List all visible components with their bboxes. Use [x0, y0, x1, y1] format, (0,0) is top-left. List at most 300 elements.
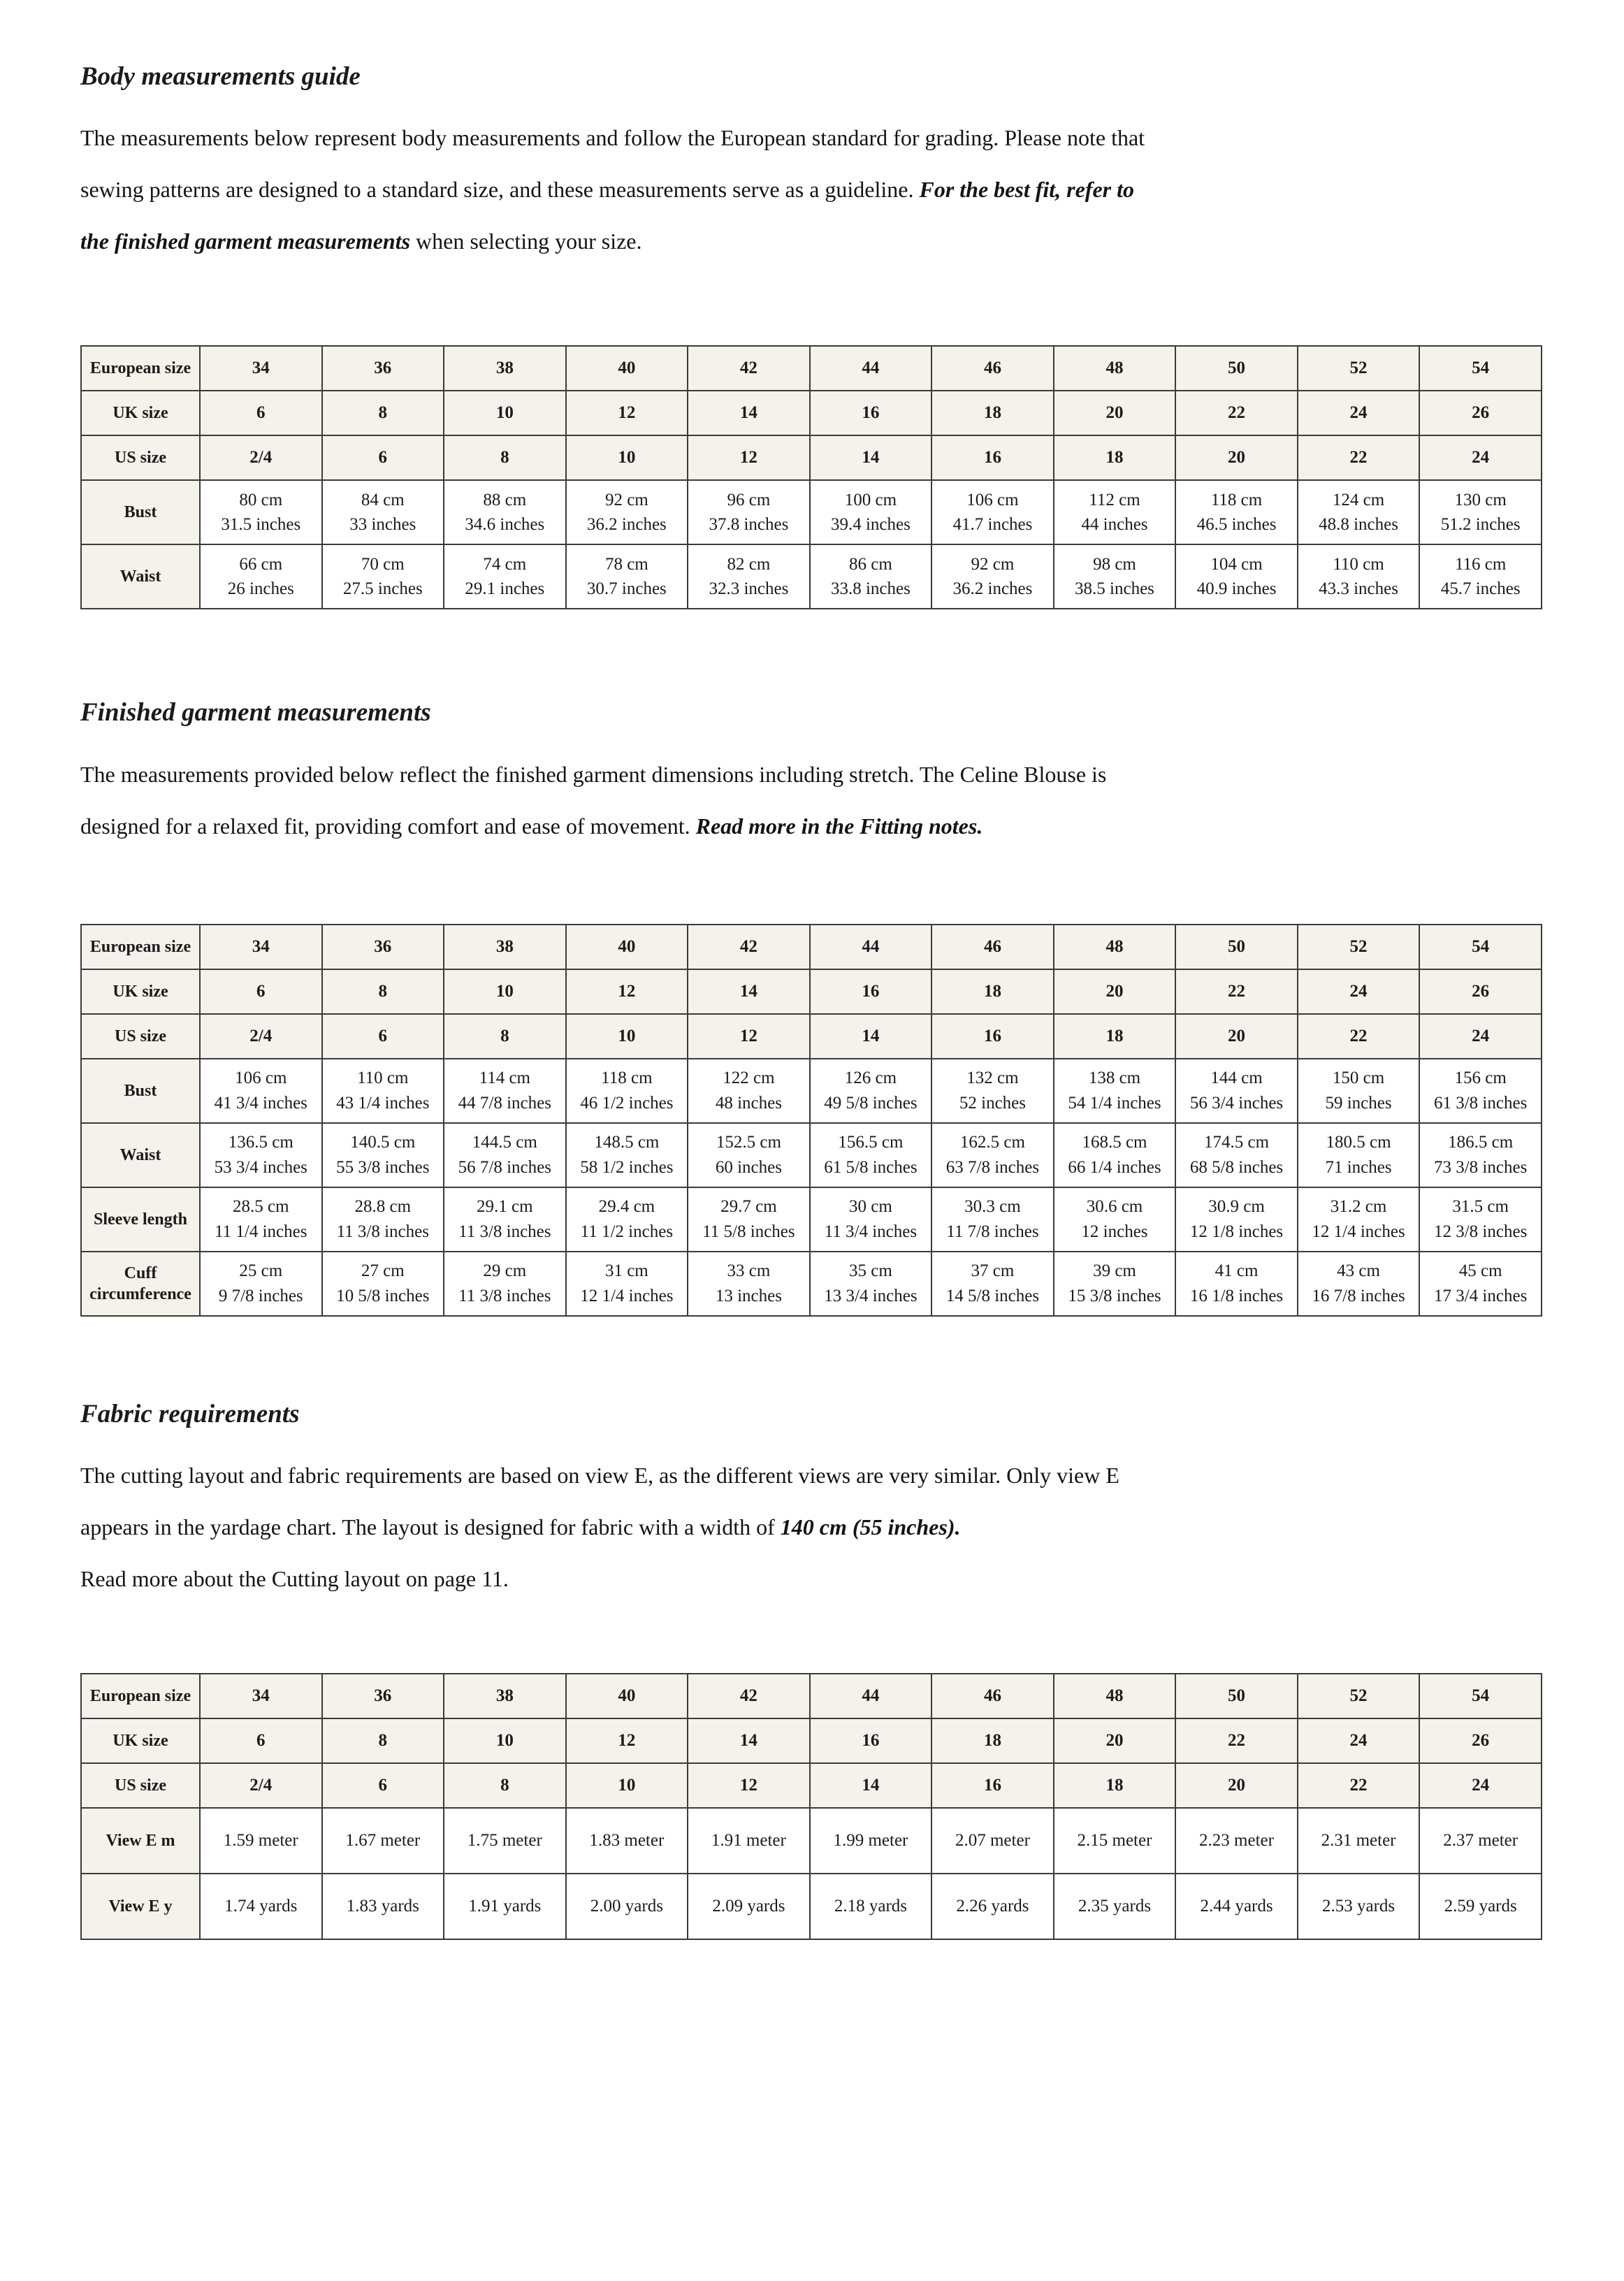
cell-line: 114 cm — [479, 1069, 531, 1088]
cell-line: 144 cm — [1210, 1069, 1263, 1088]
table-cell: 22 — [1298, 1014, 1420, 1059]
table-cell: 44 — [810, 1674, 932, 1718]
table-cell: 24 — [1419, 1763, 1542, 1808]
table-row-us-size — [81, 1763, 1542, 1808]
row-label-cuff-circumference: Cuff circumference — [81, 1252, 200, 1316]
table-cell — [688, 1252, 810, 1316]
table-row-view-e-y — [81, 1874, 1542, 1939]
table-cell: 14 — [810, 1014, 932, 1059]
table-cell — [200, 480, 322, 544]
table-cell — [1054, 1252, 1176, 1316]
cell-line: 41.7 inches — [952, 515, 1033, 535]
table-cell — [1054, 1059, 1176, 1123]
table-cell: 26 — [1419, 969, 1542, 1014]
table-cell: 8 — [322, 1718, 444, 1763]
cell-line: 34.6 inches — [465, 515, 545, 535]
table-cell: 22 — [1175, 391, 1298, 435]
cell-line: 31 cm — [604, 1261, 648, 1281]
table-cell: 34 — [200, 1674, 322, 1718]
row-label-uk-size: UK size — [81, 969, 200, 1014]
table-cell — [688, 1059, 810, 1123]
table-cell: 24 — [1298, 1718, 1420, 1763]
table-cell: 54 — [1419, 1674, 1542, 1718]
table-cell — [1298, 1187, 1420, 1252]
table-cell — [566, 1059, 688, 1123]
table-cell: 44 — [810, 925, 932, 969]
table-cell: 24 — [1419, 435, 1542, 480]
table-cell — [1175, 1059, 1298, 1123]
text-run: when selecting your size. — [410, 229, 642, 254]
fabric-requirements-table — [80, 1673, 1542, 1940]
table-cell: 12 — [688, 435, 810, 480]
cell-line: 71 inches — [1325, 1157, 1392, 1177]
cell-line: 186.5 cm — [1448, 1133, 1514, 1152]
paragraph-fabric-requirements — [80, 1449, 1544, 1605]
table-cell: 16 — [810, 969, 932, 1014]
row-label-bust: Bust — [81, 480, 200, 544]
table-cell: 2.18 yards — [810, 1874, 932, 1939]
cell-line: 100 cm — [844, 490, 897, 509]
row-label-uk-size: UK size — [81, 1718, 200, 1763]
table-cell: 2.44 yards — [1175, 1874, 1298, 1939]
cell-line: 104 cm — [1210, 554, 1263, 574]
table-cell: 24 — [1298, 969, 1420, 1014]
table-cell: 46 — [931, 925, 1054, 969]
table-row-waist — [81, 1123, 1542, 1187]
cell-line: 45.7 inches — [1440, 579, 1521, 599]
cell-line: 11 3/4 inches — [824, 1222, 918, 1241]
cell-line: 27.5 inches — [342, 579, 423, 599]
table-cell — [688, 1187, 810, 1252]
text-run: Read more about the Cutting layout on page 11. — [80, 1566, 509, 1592]
table-cell: 1.75 meter — [444, 1808, 566, 1874]
table-cell: 50 — [1175, 925, 1298, 969]
table-cell — [322, 480, 444, 544]
cell-line: 59 inches — [1325, 1093, 1392, 1113]
table-cell: 6 — [322, 435, 444, 480]
table-cell — [688, 480, 810, 544]
table-cell — [1054, 1187, 1176, 1252]
cell-line: 48.8 inches — [1319, 515, 1398, 535]
cell-line: 86 cm — [849, 554, 892, 574]
table-cell: 12 — [688, 1014, 810, 1059]
cell-line: 162.5 cm — [959, 1133, 1025, 1152]
cell-line: 66 cm — [239, 554, 283, 574]
table-cell: 44 — [810, 346, 932, 391]
cell-line: 138 cm — [1088, 1069, 1141, 1088]
table-cell: 10 — [444, 969, 566, 1014]
cell-line: 11 3/8 inches — [336, 1222, 429, 1241]
table-cell: 6 — [322, 1763, 444, 1808]
table-cell — [810, 480, 932, 544]
text-run: 140 cm (55 inches). — [780, 1514, 961, 1540]
table-cell: 12 — [566, 969, 688, 1014]
cell-line: 84 cm — [361, 490, 405, 509]
table-cell — [200, 1123, 322, 1187]
cell-line: 11 3/8 inches — [458, 1222, 551, 1241]
cell-line: 11 7/8 inches — [946, 1222, 1039, 1241]
cell-line: 27 cm — [361, 1261, 405, 1281]
table-cell: 36 — [322, 925, 444, 969]
cell-line: 144.5 cm — [472, 1133, 537, 1152]
cell-line: 136.5 cm — [228, 1133, 293, 1152]
cell-line: 78 cm — [604, 554, 648, 574]
cell-line: 156.5 cm — [838, 1133, 904, 1152]
table-cell: 2.07 meter — [931, 1808, 1054, 1874]
cell-line: 43 1/4 inches — [336, 1093, 430, 1113]
body-measurements-table — [80, 345, 1542, 609]
cell-line: 110 cm — [1333, 554, 1384, 574]
table-cell: 40 — [566, 925, 688, 969]
table-cell: 8 — [322, 969, 444, 1014]
cell-line: 15 3/8 inches — [1068, 1286, 1161, 1305]
table-cell: 36 — [322, 1674, 444, 1718]
table-cell: 20 — [1054, 391, 1176, 435]
table-cell: 1.91 yards — [444, 1874, 566, 1939]
section-heading-fabric-requirements: Fabric requirements — [80, 1399, 300, 1428]
table-cell: 48 — [1054, 346, 1176, 391]
table-cell: 12 — [688, 1763, 810, 1808]
table-cell: 6 — [200, 391, 322, 435]
table-cell: 16 — [810, 391, 932, 435]
cell-line: 33 cm — [727, 1261, 771, 1281]
cell-line: 124 cm — [1332, 490, 1385, 509]
table-cell: 52 — [1298, 1674, 1420, 1718]
row-label-european-size: European size — [81, 1674, 200, 1718]
table-cell — [1419, 1059, 1542, 1123]
table-cell: 22 — [1298, 1763, 1420, 1808]
table-row-cuff-circumference — [81, 1252, 1542, 1316]
table-cell: 22 — [1175, 1718, 1298, 1763]
cell-line: 122 cm — [723, 1069, 775, 1088]
table-cell: 6 — [322, 1014, 444, 1059]
cell-line: 36.2 inches — [952, 579, 1033, 599]
table-cell: 2.09 yards — [688, 1874, 810, 1939]
table-cell: 16 — [931, 1014, 1054, 1059]
cell-line: 45 cm — [1458, 1261, 1502, 1281]
cell-line: 29.1 inches — [465, 579, 545, 599]
table-cell — [200, 1187, 322, 1252]
table-cell: 42 — [688, 346, 810, 391]
table-cell: 36 — [322, 346, 444, 391]
table-cell: 14 — [810, 435, 932, 480]
table-cell — [1419, 480, 1542, 544]
cell-line: 29.4 cm — [598, 1197, 655, 1217]
section-heading-body-measurements: Body measurements guide — [80, 62, 361, 91]
table-cell: 10 — [566, 1014, 688, 1059]
table-cell — [1175, 1187, 1298, 1252]
cell-line: 168.5 cm — [1082, 1133, 1147, 1152]
cell-line: 54 1/4 inches — [1068, 1093, 1161, 1113]
table-cell: 2/4 — [200, 1014, 322, 1059]
table-row-view-e-m — [81, 1808, 1542, 1874]
cell-line: 17 3/4 inches — [1433, 1286, 1528, 1305]
cell-line: 41 3/4 inches — [214, 1093, 307, 1113]
table-cell: 10 — [566, 1763, 688, 1808]
cell-line: 41 cm — [1215, 1261, 1259, 1281]
table-cell: 8 — [444, 1014, 566, 1059]
table-cell: 12 — [566, 1718, 688, 1763]
cell-line: 29 cm — [483, 1261, 527, 1281]
table-cell: 18 — [931, 391, 1054, 435]
cell-line: 53 3/4 inches — [214, 1157, 307, 1177]
table-cell — [1175, 480, 1298, 544]
cell-line: 46.5 inches — [1196, 515, 1277, 535]
table-cell — [444, 1123, 566, 1187]
table-cell — [931, 544, 1054, 609]
table-cell: 2.23 meter — [1175, 1808, 1298, 1874]
table-cell: 42 — [688, 925, 810, 969]
table-cell: 38 — [444, 346, 566, 391]
cell-line: 11 1/4 inches — [215, 1222, 307, 1241]
table-cell: 2.35 yards — [1054, 1874, 1176, 1939]
cell-line: 118 cm — [601, 1069, 653, 1088]
cell-line: 26 inches — [227, 579, 294, 599]
table-cell — [444, 1059, 566, 1123]
row-label-view-e-m: View E m — [81, 1808, 200, 1874]
table-cell — [931, 1123, 1054, 1187]
table-cell: 20 — [1175, 1763, 1298, 1808]
cell-line: 30.6 cm — [1086, 1197, 1143, 1217]
cell-line: 40.9 inches — [1196, 579, 1277, 599]
table-cell — [810, 1123, 932, 1187]
cell-line: 180.5 cm — [1326, 1133, 1391, 1152]
cell-line: 44 7/8 inches — [458, 1093, 551, 1113]
table-cell — [931, 480, 1054, 544]
table-cell: 14 — [688, 1718, 810, 1763]
table-cell: 26 — [1419, 391, 1542, 435]
table-cell: 18 — [931, 969, 1054, 1014]
table-cell — [1419, 1252, 1542, 1316]
table-cell — [810, 1252, 932, 1316]
cell-line: 30.9 cm — [1208, 1197, 1265, 1217]
cell-line: 66 1/4 inches — [1068, 1157, 1161, 1177]
text-run: Read more in the Fitting notes. — [695, 813, 983, 839]
row-label-us-size: US size — [81, 1763, 200, 1808]
cell-line: 39.4 inches — [830, 515, 911, 535]
cell-line: 37.8 inches — [709, 515, 789, 535]
table-cell: 40 — [566, 1674, 688, 1718]
cell-line: 152.5 cm — [716, 1133, 781, 1152]
table-cell: 1.74 yards — [200, 1874, 322, 1939]
paragraph-body-measurements — [80, 112, 1544, 267]
section-body-measurements — [80, 61, 1544, 609]
table-cell — [688, 1123, 810, 1187]
table-row-bust — [81, 1059, 1542, 1123]
table-cell: 22 — [1175, 969, 1298, 1014]
table-cell: 2.26 yards — [931, 1874, 1054, 1939]
row-label-sleeve-length: Sleeve length — [81, 1187, 200, 1252]
table-cell — [322, 1252, 444, 1316]
table-cell: 2.59 yards — [1419, 1874, 1542, 1939]
cell-line: 98 cm — [1093, 554, 1136, 574]
table-row-bust — [81, 480, 1542, 544]
table-cell: 24 — [1419, 1014, 1542, 1059]
cell-line: 16 7/8 inches — [1312, 1286, 1405, 1305]
row-label-waist: Waist — [81, 1123, 200, 1187]
table-cell — [322, 1059, 444, 1123]
table-row-waist — [81, 544, 1542, 609]
cell-line: 31.5 inches — [221, 515, 301, 535]
table-cell: 8 — [322, 391, 444, 435]
table-cell — [810, 1187, 932, 1252]
cell-line: 29.7 cm — [720, 1197, 777, 1217]
text-run: sewing patterns are designed to a standard size, and these measurements serve as a guideline. — [80, 177, 920, 203]
table-cell: 12 — [566, 391, 688, 435]
table-cell — [931, 1059, 1054, 1123]
section-heading-finished-garment: Finished garment measurements — [80, 698, 431, 727]
cell-line: 70 cm — [361, 554, 405, 574]
text-run: For the best fit, refer to — [919, 177, 1134, 203]
table-cell — [1419, 1123, 1542, 1187]
cell-line: 92 cm — [604, 490, 648, 509]
table-cell: 8 — [444, 435, 566, 480]
table-cell: 50 — [1175, 346, 1298, 391]
cell-line: 68 5/8 inches — [1189, 1157, 1284, 1177]
table-cell — [688, 544, 810, 609]
table-cell: 48 — [1054, 925, 1176, 969]
cell-line: 30.3 cm — [964, 1197, 1021, 1217]
row-label-us-size: US size — [81, 1014, 200, 1059]
finished-garment-table — [80, 924, 1542, 1317]
table-cell — [1054, 1123, 1176, 1187]
cell-line: 106 cm — [235, 1069, 287, 1088]
cell-line: 140.5 cm — [350, 1133, 416, 1152]
cell-line: 46 1/2 inches — [580, 1093, 674, 1113]
cell-line: 49 5/8 inches — [824, 1093, 918, 1113]
cell-line: 12 1/4 inches — [1312, 1222, 1405, 1241]
cell-line: 130 cm — [1454, 490, 1507, 509]
cell-line: 48 inches — [715, 1093, 782, 1113]
table-cell: 6 — [200, 969, 322, 1014]
table-cell — [566, 544, 688, 609]
cell-line: 150 cm — [1332, 1069, 1385, 1088]
cell-line: 132 cm — [966, 1069, 1019, 1088]
cell-line: 58 1/2 inches — [580, 1157, 674, 1177]
cell-line: 43.3 inches — [1319, 579, 1398, 599]
table-cell: 10 — [566, 435, 688, 480]
cell-line: 25 cm — [239, 1261, 283, 1281]
row-label-us-size: US size — [81, 435, 200, 480]
table-cell — [1298, 1059, 1420, 1123]
row-label-waist: Waist — [81, 544, 200, 609]
table-cell: 8 — [444, 1763, 566, 1808]
table-cell — [322, 544, 444, 609]
cell-line: 12 inches — [1081, 1222, 1148, 1241]
table-cell: 50 — [1175, 1674, 1298, 1718]
cell-line: 31.5 cm — [1452, 1197, 1509, 1217]
table-cell: 34 — [200, 925, 322, 969]
table-cell: 1.91 meter — [688, 1808, 810, 1874]
cell-line: 13 inches — [715, 1286, 782, 1305]
cell-line: 96 cm — [727, 490, 771, 509]
table-row-us-size — [81, 1014, 1542, 1059]
cell-line: 56 3/4 inches — [1189, 1093, 1284, 1113]
table-cell: 2.31 meter — [1298, 1808, 1420, 1874]
table-cell — [1175, 1123, 1298, 1187]
table-cell: 52 — [1298, 346, 1420, 391]
table-cell: 54 — [1419, 925, 1542, 969]
table-cell: 14 — [810, 1763, 932, 1808]
cell-line: 74 cm — [483, 554, 527, 574]
text-run: the finished garment measurements — [80, 229, 411, 254]
table-row-european-size — [81, 1674, 1542, 1718]
table-cell: 40 — [566, 346, 688, 391]
table-cell — [566, 480, 688, 544]
cell-line: 55 3/8 inches — [336, 1157, 430, 1177]
cell-line: 82 cm — [727, 554, 771, 574]
table-cell — [566, 1123, 688, 1187]
table-cell: 1.67 meter — [322, 1808, 444, 1874]
text-run: appears in the yardage chart. The layout is designed for fabric with a width of — [80, 1514, 781, 1540]
cell-line: 56 7/8 inches — [458, 1157, 551, 1177]
row-label-european-size: European size — [81, 925, 200, 969]
table-cell: 2.00 yards — [566, 1874, 688, 1939]
table-cell — [566, 1252, 688, 1316]
cell-line: 52 inches — [959, 1093, 1027, 1113]
table-cell: 2.15 meter — [1054, 1808, 1176, 1874]
cell-line: 9 7/8 inches — [218, 1286, 303, 1305]
row-label-view-e-y: View E y — [81, 1874, 200, 1939]
table-cell: 18 — [1054, 435, 1176, 480]
table-cell: 1.83 yards — [322, 1874, 444, 1939]
table-cell: 52 — [1298, 925, 1420, 969]
table-cell: 10 — [444, 391, 566, 435]
cell-line: 11 5/8 inches — [702, 1222, 795, 1241]
table-cell: 2.37 meter — [1419, 1808, 1542, 1874]
cell-line: 29.1 cm — [477, 1197, 533, 1217]
table-cell — [200, 1059, 322, 1123]
table-cell — [200, 1252, 322, 1316]
table-cell — [931, 1187, 1054, 1252]
cell-line: 11 3/8 inches — [458, 1286, 551, 1305]
cell-line: 10 5/8 inches — [336, 1286, 430, 1305]
section-finished-garment — [80, 697, 1544, 1316]
cell-line: 43 cm — [1337, 1261, 1380, 1281]
cell-line: 33.8 inches — [830, 579, 911, 599]
cell-line: 11 1/2 inches — [580, 1222, 674, 1241]
cell-line: 116 cm — [1454, 554, 1507, 574]
table-cell: 6 — [200, 1718, 322, 1763]
cell-line: 73 3/8 inches — [1433, 1157, 1528, 1177]
paragraph-finished-garment — [80, 748, 1544, 852]
cell-line: 12 1/4 inches — [580, 1286, 674, 1305]
cell-line: 13 3/4 inches — [824, 1286, 918, 1305]
table-cell — [566, 1187, 688, 1252]
table-cell: 16 — [931, 435, 1054, 480]
cell-line: 28.5 cm — [232, 1197, 289, 1217]
table-cell: 2/4 — [200, 435, 322, 480]
cell-line: 38.5 inches — [1075, 579, 1154, 599]
table-cell: 1.59 meter — [200, 1808, 322, 1874]
table-cell — [810, 544, 932, 609]
table-cell: 10 — [444, 1718, 566, 1763]
table-cell — [1175, 544, 1298, 609]
table-cell — [1298, 544, 1420, 609]
cell-line: 36.2 inches — [586, 515, 667, 535]
table-cell — [444, 480, 566, 544]
table-cell — [1298, 1123, 1420, 1187]
table-cell: 16 — [810, 1718, 932, 1763]
table-cell: 14 — [688, 969, 810, 1014]
text-run: The measurements provided below reflect the finished garment dimensions including stretch. The Celine Blouse is — [80, 761, 1107, 787]
table-cell: 48 — [1054, 1674, 1176, 1718]
table-cell: 54 — [1419, 346, 1542, 391]
table-cell — [931, 1252, 1054, 1316]
table-cell: 1.99 meter — [810, 1808, 932, 1874]
cell-line: 44 inches — [1081, 515, 1148, 535]
table-cell: 2.53 yards — [1298, 1874, 1420, 1939]
